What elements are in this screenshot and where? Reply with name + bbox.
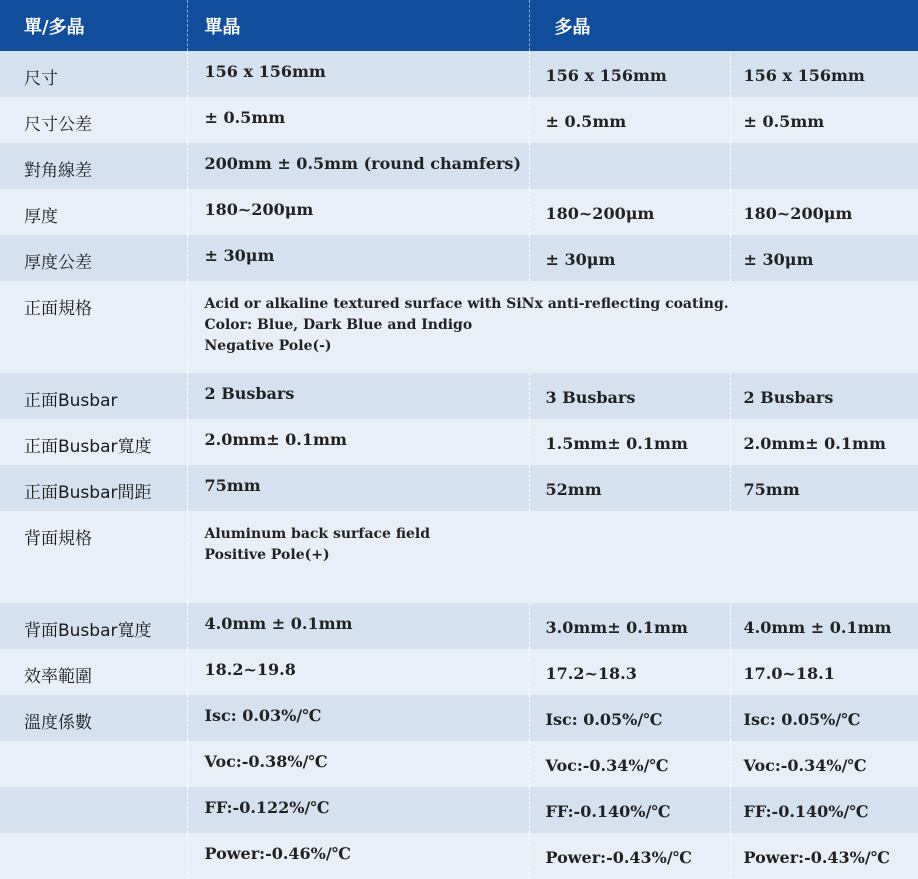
poly-3bb-value: [529, 143, 730, 189]
poly-2bb-value: 156 x 156mm: [730, 51, 918, 97]
table-row: [0, 695, 918, 741]
poly-2bb-value: ± 30μm: [730, 235, 918, 281]
row-label: 尺寸: [0, 51, 187, 97]
table-row: [0, 741, 918, 787]
table-row: [0, 419, 918, 465]
mono-value: 2 Busbars: [187, 373, 529, 419]
table-row: [0, 51, 918, 97]
poly-2bb-value: FF:-0.140%/℃: [730, 787, 918, 833]
mono-value: 4.0mm ± 0.1mm: [187, 603, 529, 649]
poly-2bb-value: 4.0mm ± 0.1mm: [730, 603, 918, 649]
poly-2bb-value: 2 Busbars: [730, 373, 918, 419]
row-label: 效率範圍: [0, 649, 187, 695]
mono-value: 2.0mm± 0.1mm: [187, 419, 529, 465]
poly-3bb-value: 180~200μm: [529, 189, 730, 235]
poly-2bb-value: 17.0~18.1: [730, 649, 918, 695]
poly-2bb-value: Isc: 0.05%/℃: [730, 695, 918, 741]
table-row: [0, 833, 918, 879]
row-label: 正面Busbar: [0, 373, 187, 419]
back-spec-text: [187, 511, 918, 603]
row-label: [0, 833, 187, 879]
row-label: [0, 741, 187, 787]
poly-3bb-value: 17.2~18.3: [529, 649, 730, 695]
poly-3bb-value: FF:-0.140%/℃: [529, 787, 730, 833]
row-label: 正面Busbar寬度: [0, 419, 187, 465]
poly-3bb-value: ± 30μm: [529, 235, 730, 281]
mono-value: 200mm ± 0.5mm (round chamfers): [187, 143, 529, 189]
poly-3bb-value: 3 Busbars: [529, 373, 730, 419]
row-label: 尺寸公差: [0, 97, 187, 143]
mono-value: 18.2~19.8: [187, 649, 529, 695]
poly-2bb-value: Power:-0.43%/℃: [730, 833, 918, 879]
mono-value: Isc: 0.03%/℃: [187, 695, 529, 741]
header-poly: 多晶: [529, 0, 918, 51]
table-row: [0, 787, 918, 833]
row-label: 對角線差: [0, 143, 187, 189]
header-mono: 單晶: [187, 0, 529, 51]
back-spec-line: Positive Pole(+): [205, 545, 918, 566]
row-label: 背面規格: [0, 511, 187, 603]
mono-value: 156 x 156mm: [187, 51, 529, 97]
table-row: [0, 465, 918, 511]
poly-3bb-value: 52mm: [529, 465, 730, 511]
poly-3bb-value: Isc: 0.05%/℃: [529, 695, 730, 741]
poly-3bb-value: Power:-0.43%/℃: [529, 833, 730, 879]
poly-2bb-value: 180~200μm: [730, 189, 918, 235]
back-spec-line: Aluminum back surface field: [205, 524, 918, 545]
row-label: 溫度係數: [0, 695, 187, 741]
poly-3bb-value: Voc:-0.34%/℃: [529, 741, 730, 787]
poly-3bb-value: 156 x 156mm: [529, 51, 730, 97]
poly-2bb-value: 2.0mm± 0.1mm: [730, 419, 918, 465]
front-spec-line: Color: Blue, Dark Blue and Indigo: [205, 315, 918, 336]
front-spec-line: Negative Pole(-): [205, 336, 918, 357]
table-header-row: [0, 0, 918, 51]
table-row: [0, 143, 918, 189]
poly-3bb-value: 1.5mm± 0.1mm: [529, 419, 730, 465]
poly-2bb-value: [730, 143, 918, 189]
table-row: [0, 649, 918, 695]
poly-2bb-value: ± 0.5mm: [730, 97, 918, 143]
table-row: [0, 189, 918, 235]
front-spec-line: Acid or alkaline textured surface with SiNx anti-reflecting coating.: [205, 294, 918, 315]
mono-value: FF:-0.122%/℃: [187, 787, 529, 833]
row-label: 背面Busbar寬度: [0, 603, 187, 649]
table-row: [0, 373, 918, 419]
header-type: 單/多晶: [0, 0, 187, 51]
poly-2bb-value: Voc:-0.34%/℃: [730, 741, 918, 787]
front-spec-text: [187, 281, 918, 373]
row-label: [0, 787, 187, 833]
mono-value: Voc:-0.38%/℃: [187, 741, 529, 787]
mono-value: 180~200μm: [187, 189, 529, 235]
row-label: 厚度: [0, 189, 187, 235]
table-row: [0, 603, 918, 649]
mono-value: ± 0.5mm: [187, 97, 529, 143]
poly-3bb-value: 3.0mm± 0.1mm: [529, 603, 730, 649]
row-label: 厚度公差: [0, 235, 187, 281]
table-row: [0, 235, 918, 281]
table-row: [0, 97, 918, 143]
mono-value: Power:-0.46%/℃: [187, 833, 529, 879]
mono-value: ± 30μm: [187, 235, 529, 281]
table-row: [0, 281, 918, 373]
poly-2bb-value: 75mm: [730, 465, 918, 511]
row-label: 正面Busbar間距: [0, 465, 187, 511]
poly-3bb-value: ± 0.5mm: [529, 97, 730, 143]
row-label: 正面規格: [0, 281, 187, 373]
table-row: [0, 511, 918, 603]
mono-value: 75mm: [187, 465, 529, 511]
